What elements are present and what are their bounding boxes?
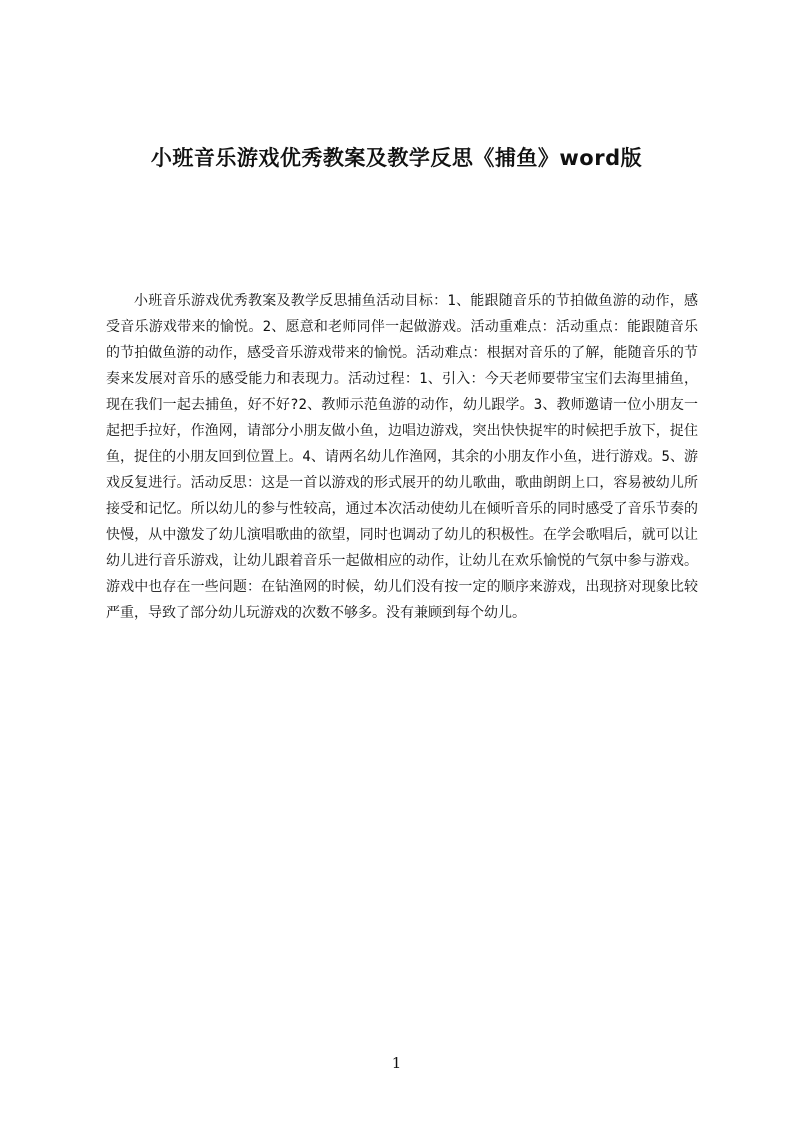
document-title: 小班音乐游戏优秀教案及教学反思《捕鱼》word版 [150, 146, 643, 170]
page-number: 1 [391, 1054, 402, 1072]
document-body-paragraph: 小班音乐游戏优秀教案及教学反思捕鱼活动目标：1、能跟随音乐的节拍做鱼游的动作，感受音乐游戏带来的愉悦。2、愿意和老师同伴一起做游戏。活动重难点：活动重点：能跟随音乐的节拍做鱼游的动作，感受音乐游戏带来的愉悦。活动难点：根据对音乐的了解，能随音乐的节奏来发展对音乐的感受能力和表现力。活动过程：1、引入：今天老师要带宝宝们去海里捕鱼，现在我们一起去捕鱼，好不好?2、教师示范鱼游的动作，幼儿跟学。3、教师邀请一位小朋友一起把手拉好，作渔网，请部分小朋友做小鱼，边唱边游戏，突出快快捉牢的时候把手放下，捉住鱼，捉住的小朋友回到位置上。4、请两名幼儿作渔网，其余的小朋友作小鱼，进行游戏。5、游戏反复进行。活动反思：这是一首以游戏的形式展开的幼儿歌曲，歌曲朗朗上口，容易被幼儿所接受和记忆。所以幼儿的参与性较高，通过本次活动使幼儿在倾听音乐的同时感受了音乐节奏的快慢，从中激发了幼儿演唱歌曲的欲望，同时也调动了幼儿的积极性。在学会歌唱后，就可以让幼儿进行音乐游戏，让幼儿跟着音乐一起做相应的动作，让幼儿在欢乐愉悦的气氛中参与游戏。游戏中也存在一些问题：在钻渔网的时候，幼儿们没有按一定的顺序来游戏，出现挤对现象比较严重，导致了部分幼儿玩游戏的次数不够多。没有兼顾到每个幼儿。 [106, 293, 698, 621]
